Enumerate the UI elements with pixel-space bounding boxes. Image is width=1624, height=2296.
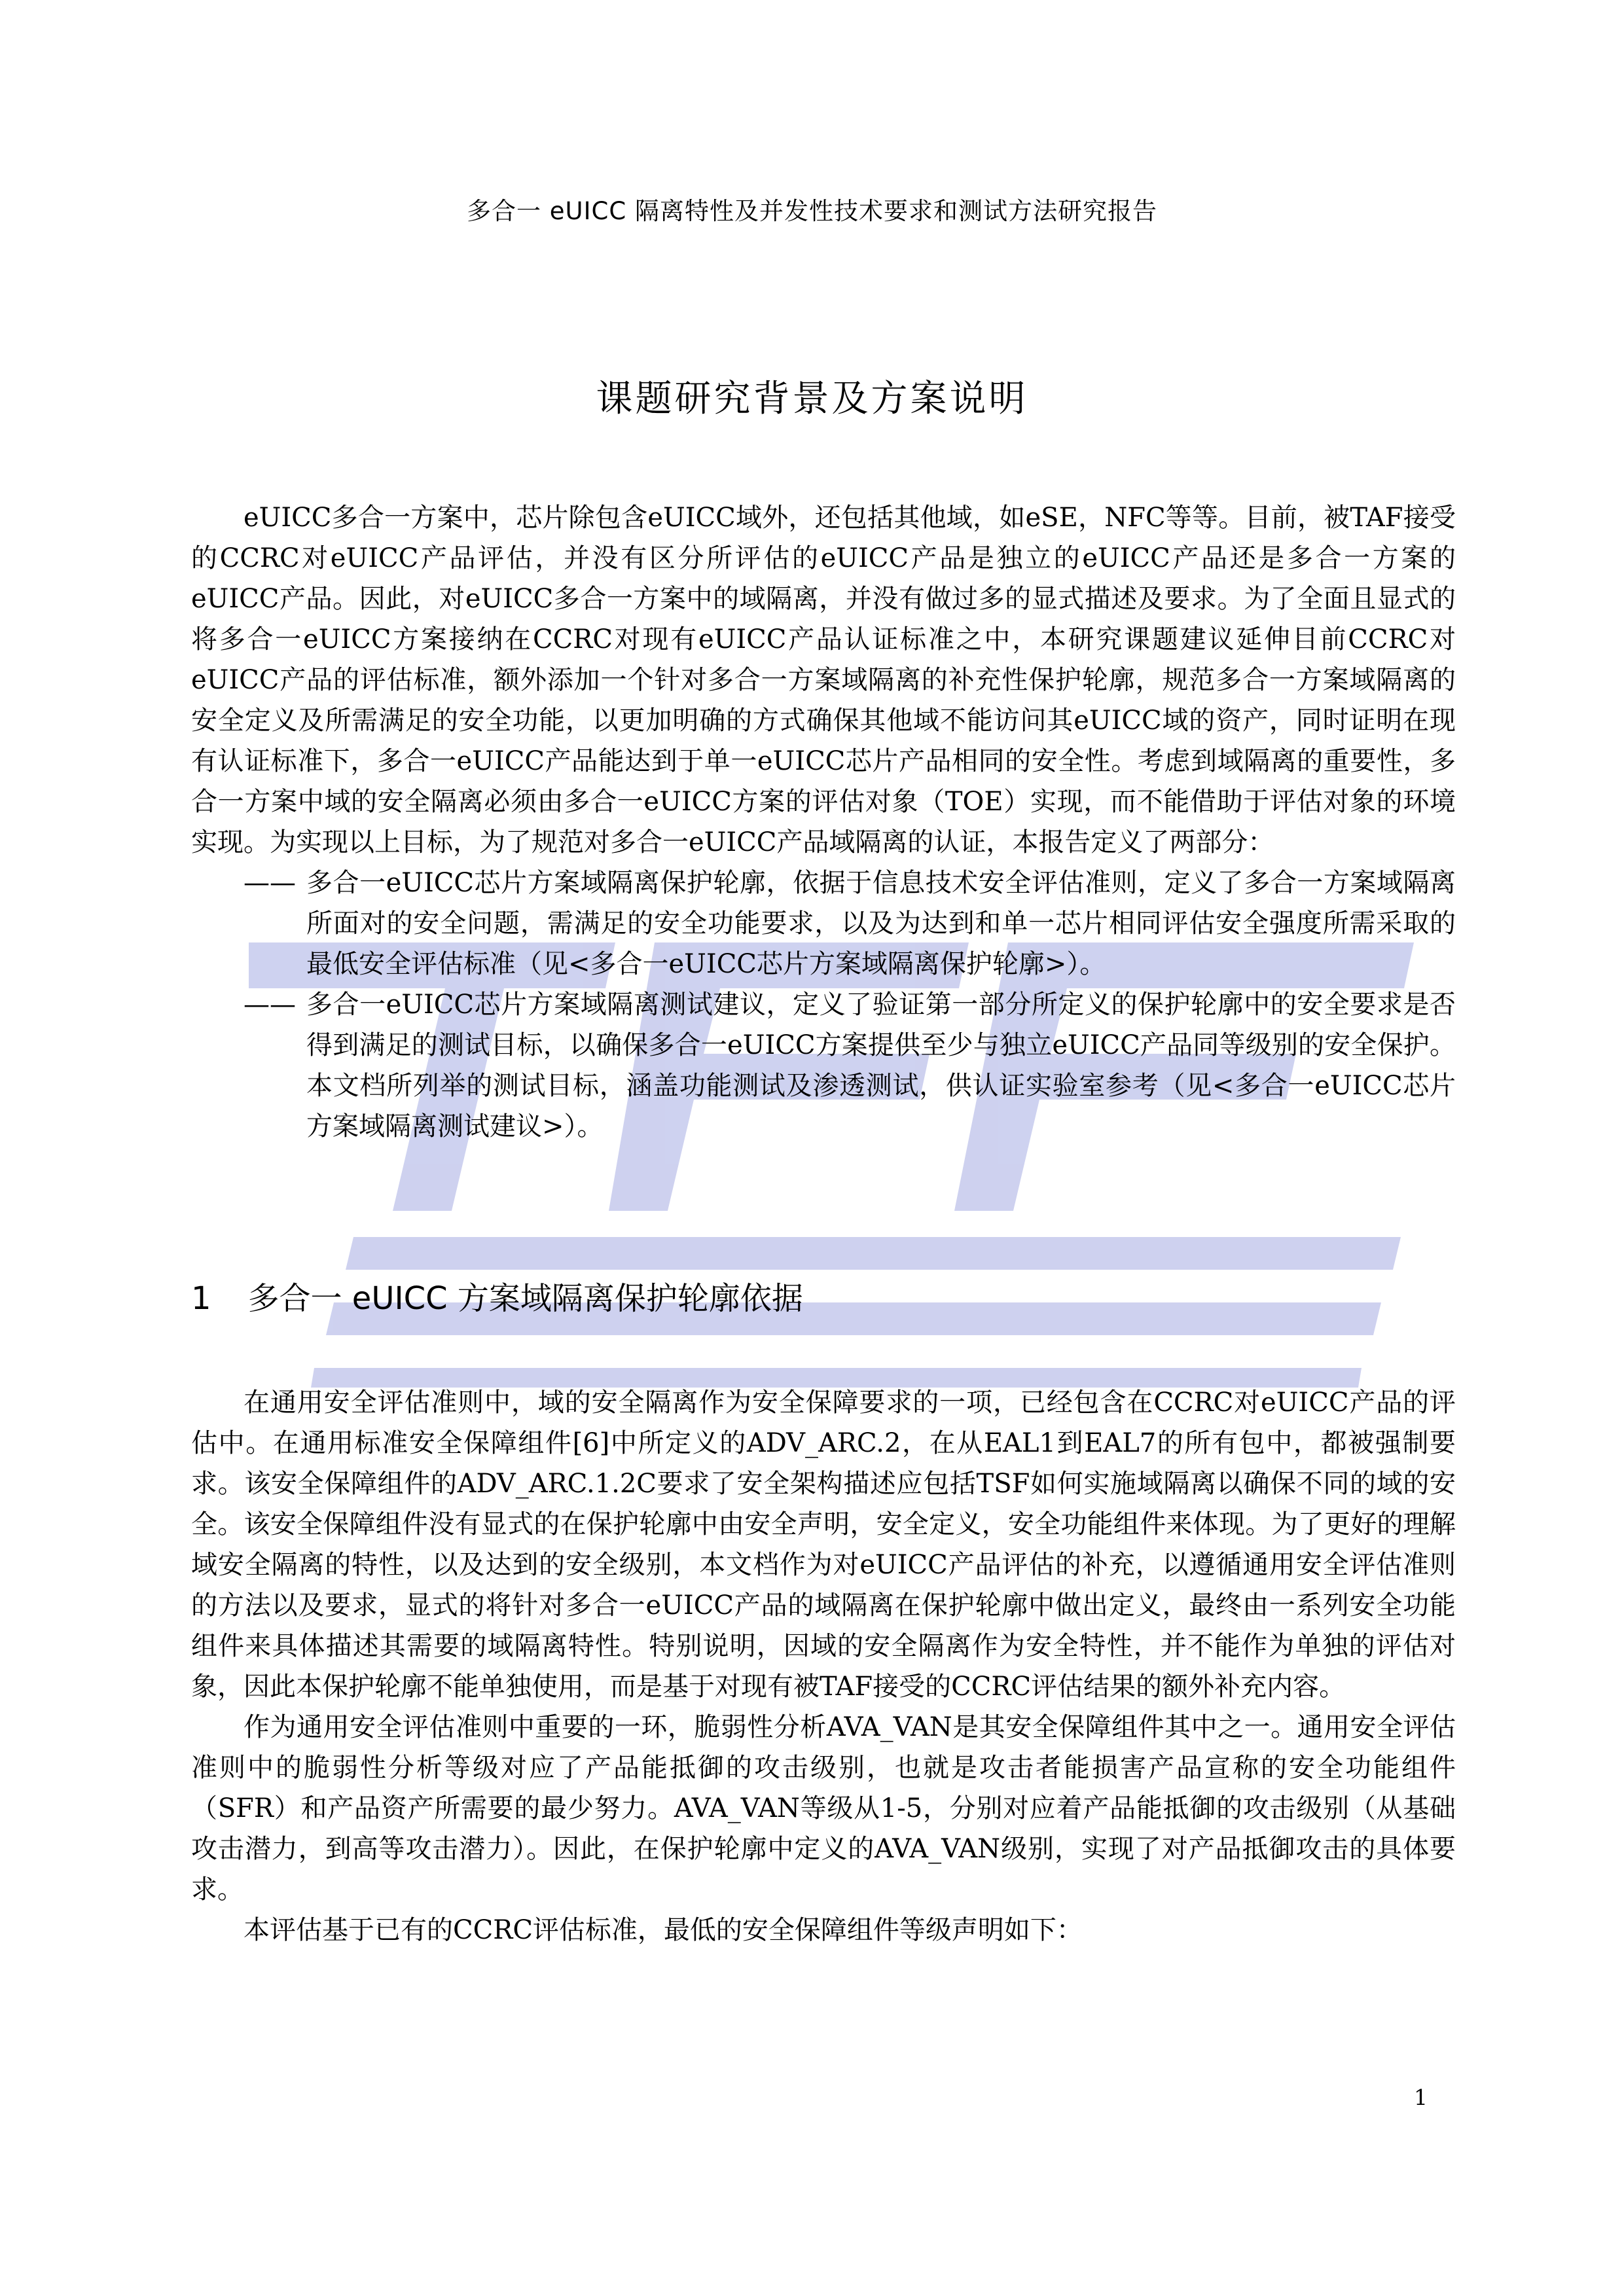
page-number: 1 <box>1414 2085 1428 2110</box>
intro-list <box>191 863 1456 1147</box>
list-item <box>191 863 1456 984</box>
section-title: 多合一 eUICC 方案域隔离保护轮廓依据 <box>247 1280 803 1317</box>
document-title: 课题研究背景及方案说明 <box>596 378 1028 420</box>
section-number: 1 <box>191 1280 211 1317</box>
section-body <box>191 1382 1456 1950</box>
body-paragraph: 本评估基于已有的CCRC评估标准，最低的安全保障组件等级声明如下： <box>244 1915 1083 1945</box>
list-dash: —— <box>244 990 296 1020</box>
intro-paragraph: eUICC多合一方案中，芯片除包含eUICC域外，还包括其他域，如eSE，NFC等等。目前，被TAF接受的CCRC对eUICC产品评估，并没有区分所评估的eUICC产品是独立的eUICC产品还是多合一方案的eUICC产品。因此，对eUICC多合一方案中的域隔离，并没有做过多的显式描述及要求。为了全面且显式的将多合一eUICC方案接纳在CCRC对现有eUICC产品认证标准之中，本研究课题建议延伸目前CCRC对eUICC产品的评估标准，额外添加一个针对多合一方案域隔离的补充性保护轮廓，规范多合一方案域隔离的安全定义及所需满足的安全功能，以更加明确的方式确保其他域不能访问其eUICC域的资产，同时证明在现有认证标准下，多合一eUICC产品能达到于单一eUICC芯片产品相同的安全性。考虑到域隔离的重要性，多合一方案中域的安全隔离必须由多合一eUICC方案的评估对象（TOE）实现，而不能借助于评估对象的环境实现。为实现以上目标，为了规范对多合一eUICC产品域隔离的认证，本报告定义了两部分： <box>191 503 1456 857</box>
section-heading <box>191 1273 803 1318</box>
list-item <box>191 984 1456 1147</box>
list-dash: —— <box>244 868 296 898</box>
list-item-text: 多合一eUICC芯片方案域隔离保护轮廓，依据于信息技术安全评估准则，定义了多合一方案域隔离所面对的安全问题，需满足的安全功能要求，以及为达到和单一芯片相同评估安全强度所需采取的最低安全评估标准（见<多合一eUICC芯片方案域隔离保护轮廓>）。 <box>306 868 1456 979</box>
running-header: 多合一 eUICC 隔离特性及并发性技术要求和测试方法研究报告 <box>467 197 1157 225</box>
body-paragraph: 作为通用安全评估准则中重要的一环，脆弱性分析AVA_VAN是其安全保障组件其中之一。通用安全评估准则中的脆弱性分析等级对应了产品能抵御的攻击级别，也就是攻击者能损害产品宣称的安全功能组件（SFR）和产品资产所需要的最少努力。AVA_VAN等级从1-5，分别对应着产品能抵御的攻击级别（从基础攻击潜力，到高等攻击潜力）。因此，在保护轮廓中定义的AVA_VAN级别，实现了对产品抵御攻击的具体要求。 <box>191 1712 1456 1905</box>
intro-section <box>191 497 1456 1147</box>
list-item-text: 多合一eUICC芯片方案域隔离测试建议，定义了验证第一部分所定义的保护轮廓中的安全要求是否得到满足的测试目标，以确保多合一eUICC方案提供至少与独立eUICC产品同等级别的安全保护。本文档所列举的测试目标，涵盖功能测试及渗透测试，供认证实验室参考（见<多合一eUICC芯片方案域隔离测试建议>）。 <box>306 990 1456 1141</box>
body-paragraph: 在通用安全评估准则中，域的安全隔离作为安全保障要求的一项，已经包含在CCRC对eUICC产品的评估中。在通用标准安全保障组件[6]中所定义的ADV_ARC.2，在从EAL1到EAL7的所有包中，都被强制要求。该安全保障组件的ADV_ARC.1.2C要求了安全架构描述应包括TSF如何实施域隔离以确保不同的域的安全。该安全保障组件没有显式的在保护轮廓中由安全声明，安全定义，安全功能组件来体现。为了更好的理解域安全隔离的特性，以及达到的安全级别，本文档作为对eUICC产品评估的补充，以遵循通用安全评估准则的方法以及要求，显式的将针对多合一eUICC产品的域隔离在保护轮廓中做出定义，最终由一系列安全功能组件来具体描述其需要的域隔离特性。特别说明，因域的安全隔离作为安全特性，并不能作为单独的评估对象，因此本保护轮廓不能单独使用，而是基于对现有被TAF接受的CCRC评估结果的额外补充内容。 <box>191 1388 1456 1702</box>
